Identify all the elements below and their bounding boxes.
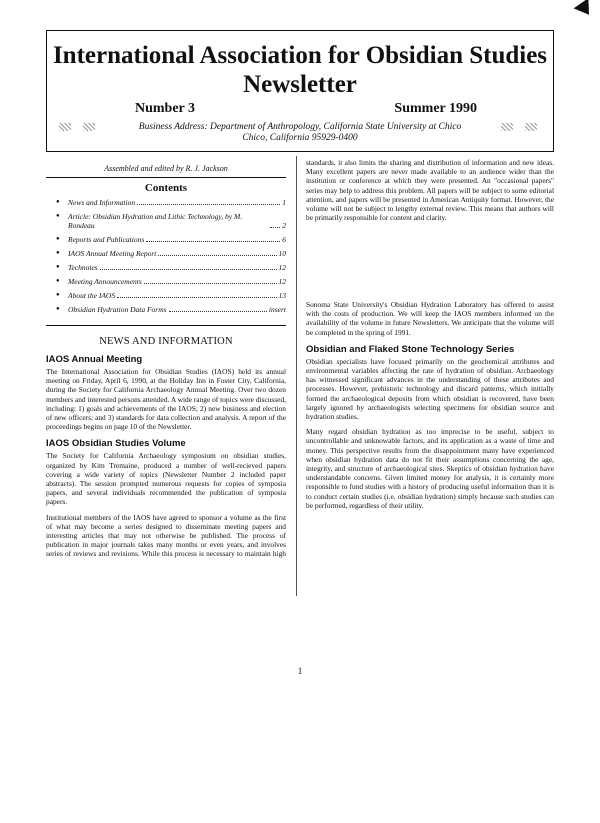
- toc-item[interactable]: [60, 305, 286, 314]
- section-title: NEWS AND INFORMATION: [99, 336, 233, 347]
- continued-text-frame: [306, 158, 554, 296]
- paragraph: The International Association for Obsidian Studies (IAOS) held its annual meeting on Friday, April 6, 1990, at the Holiday Inn in Foster City, California, during the Society for California Archaeology Annual Meeting. Over two dozen members and interested persons attended. A wide range of topics were discussed, including: 1) goals and achievements of the IAOS; 2) new business and election of new officers; and 3) standards for data collection and analysis. A report of the proceedings begins on page 10 of the Newsletter.: [46, 367, 286, 432]
- paragraph-continued: [46, 513, 286, 559]
- toc-item-title: ● News and Information: [68, 198, 136, 207]
- toc-item-page: 6: [282, 235, 286, 244]
- toc-item-title: ● Meeting Announcements: [68, 277, 142, 286]
- toc-leader: [117, 297, 276, 298]
- toc-item-title: ● Obsidian Hydration Data Forms: [68, 305, 167, 314]
- toc-item[interactable]: [60, 249, 286, 258]
- contents-box: [46, 177, 286, 326]
- toc-leader: [137, 204, 280, 205]
- address-line-2: Chico, California 95929-0400: [242, 133, 358, 143]
- toc-item-page: 10: [278, 249, 286, 258]
- paragraph-continuation: [306, 158, 554, 222]
- toc-item[interactable]: [60, 212, 286, 230]
- business-address: [47, 122, 553, 144]
- toc-item-title: ● Article: Obsidian Hydration and Lithic Technology, by M. Rondeau: [68, 212, 243, 230]
- contents-title: Contents: [144, 182, 188, 194]
- page-corner-mark: [574, 0, 597, 20]
- toc-item[interactable]: [60, 198, 286, 207]
- paragraph-text: Institutional members of the IAOS have agreed to sponsor a volume as the first of what may become a series designed to disseminate meeting papers and interesting articles that may not otherwise be published. The process of publication in major journals takes many months or even years, and involves series of reviews and revisions. While this process is necessary to maintain high: [46, 512, 286, 559]
- toc-leader: [270, 227, 280, 228]
- toc-item-page: 12: [278, 263, 286, 272]
- toc-item-title: ● IAOS Annual Meeting Report: [68, 249, 157, 258]
- issue-number: Number 3: [135, 101, 196, 116]
- page-number: 1: [297, 666, 303, 676]
- toc-leader: [100, 269, 277, 270]
- column-divider: [296, 156, 297, 596]
- masthead: [46, 30, 554, 152]
- paragraph-text: standards, it also limits the sharing and distribution of information and new ideas. Many excellent papers are never made available to an audience wider than the institution or conference at which they were presented. An "occasional papers" series may help to address this problem. All papers will be subject to some editorial attention, and papers will be presented in American Antiquity format. However, the volume will not be subject to lengthy external review. This means that authors will be primarily responsible for content and clarity.: [306, 158, 554, 223]
- toc-leader: [146, 241, 280, 242]
- paragraph: The Society for California Archaeology symposium on obsidian studies, organized by Kim Tremaine, produced a number of well-recieved papers covering a wide variety of topics (Newsletter Number 2 included paper abstracts). The session prompted numerous requests for copies of symposia papers, and several individuals recommended the publication of symposia papers.: [46, 451, 286, 507]
- paragraph: Obsidian specialists have focused primarily on the geochemical attributes and environmental variables affecting the rate of hydration of obsidian. Archaeology has witnessed significant advances in the understanding of these attributes and processes. However, prehistoric technology and discard patterns, which initially formed the archaeological deposits from which obsidian is recovered, have been largely ignored by archaeologists selecting specimens for obsidian source and hydration studies.: [306, 356, 554, 422]
- toc-item-title: ● About the IAOS: [68, 291, 116, 300]
- contents-list: [46, 198, 286, 314]
- right-column: [306, 158, 554, 516]
- toc-item-title: ● Reports and Publications: [68, 235, 145, 244]
- toc-item[interactable]: [60, 291, 286, 300]
- toc-item-page: 1: [282, 198, 286, 207]
- toc-item-page: insert: [268, 305, 286, 314]
- newsletter-title: [47, 41, 553, 99]
- toc-item[interactable]: [60, 263, 286, 272]
- heading-studies-volume: IAOS Obsidian Studies Volume: [46, 438, 186, 450]
- toc-item-page: 2: [282, 221, 286, 230]
- title-line-1: International Association for Obsidian Studies: [52, 42, 548, 69]
- toc-item[interactable]: [60, 235, 286, 244]
- paragraph: Sonoma State University's Obsidian Hydration Laboratory has offered to assist with the costs of production. We will keep the IAOS members informed on the availability of the volume in future Newsletters. We anticipate that the volume will be completed in the spring of 1991.: [306, 300, 554, 337]
- issue-date: Summer 1990: [394, 101, 477, 116]
- toc-item-title: ● Technotes: [68, 263, 98, 272]
- toc-leader: [158, 255, 276, 256]
- address-line-1: Business Address: Department of Anthropology, California State University at Chico: [138, 122, 462, 132]
- title-line-2: Newsletter: [243, 71, 357, 98]
- toc-leader: [169, 311, 267, 312]
- toc-leader: [144, 283, 277, 284]
- toc-item[interactable]: [60, 277, 286, 286]
- toc-item-page: 13: [278, 291, 286, 300]
- left-column: [46, 164, 286, 559]
- paragraph: Many regard obsidian hydration as too imprecise to be useful, subject to uncontrollable and unknowable factors, and its application as a waste of time and money. This perspective results from the disappointment many have experienced when obsidian hydration data do not fit their assumptions concerning the age, integrity, and structure of archaeological sites. Skeptics of obsidian hydration have understandable concerns. Given limited money for analysis, it is certainly more responsible to fund studies with a history of producing useful information than it is to conduct certain studies (i.e. obsidian hydration) simply because such studies can be performed, regardless of their utility.: [306, 427, 554, 510]
- heading-annual-meeting: IAOS Annual Meeting: [46, 354, 143, 365]
- editor-credit: Assembled and edited by R. J. Jackson: [104, 164, 228, 173]
- toc-item-page: 12: [278, 277, 286, 286]
- heading-flaked-stone: Obsidian and Flaked Stone Technology Series: [306, 343, 515, 355]
